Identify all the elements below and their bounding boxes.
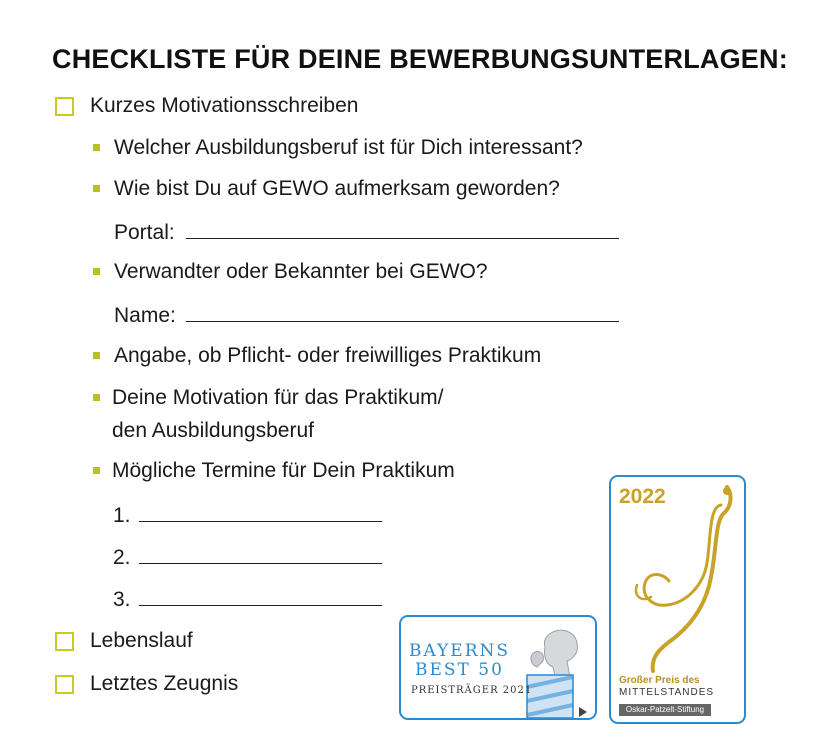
question-termine: Mögliche Termine für Dein Praktikum [112, 459, 455, 482]
term-number-1: 1. [113, 504, 131, 527]
award-year: 2022 [619, 485, 666, 508]
checkbox-zeugnis[interactable] [55, 675, 74, 694]
term-input-line-1[interactable] [139, 521, 382, 522]
question-aufmerksam: Wie bist Du auf GEWO aufmerksam geworden? [114, 177, 560, 200]
award-title-line1: Großer Preis des [619, 675, 700, 686]
item-motivation: Kurzes Motivationsschreiben [90, 94, 359, 117]
checkbox-lebenslauf[interactable] [55, 632, 74, 651]
bullet-icon [93, 394, 100, 401]
grosser-preis-badge [609, 475, 746, 724]
bullet-icon [93, 185, 100, 192]
question-verwandter: Verwandter oder Bekannter bei GEWO? [114, 260, 488, 283]
bayerns-best-50-badge [399, 615, 597, 720]
lion-statue-icon [513, 623, 593, 718]
bayerns-title-line2: BEST 50 [415, 660, 504, 680]
checkbox-motivation[interactable] [55, 97, 74, 116]
question-beruf: Welcher Ausbildungsberuf ist für Dich interessant? [114, 136, 583, 159]
award-foundation: Oskar-Patzelt-Stiftung [619, 704, 711, 716]
name-label: Name: [114, 304, 176, 327]
question-praktikum-art: Angabe, ob Pflicht- oder freiwilliges Praktikum [114, 344, 542, 367]
term-number-2: 2. [113, 546, 131, 569]
award-figure-icon [611, 477, 744, 673]
question-motivation-line1: Deine Motivation für das Praktikum/ [112, 386, 444, 409]
item-lebenslauf: Lebenslauf [90, 629, 193, 652]
bullet-icon [93, 268, 100, 275]
bullet-icon [93, 467, 100, 474]
portal-input-line[interactable] [186, 238, 619, 239]
bayerns-subtitle: PREISTRÄGER 2021 [411, 685, 533, 696]
bayerns-title-line1: BAYERNS [409, 641, 511, 661]
award-title-line2: MITTELSTANDES [619, 687, 715, 698]
bullet-icon [93, 144, 100, 151]
portal-label: Portal: [114, 221, 175, 244]
bullet-icon [93, 352, 100, 359]
term-input-line-3[interactable] [139, 605, 382, 606]
question-motivation-line2: den Ausbildungsberuf [112, 419, 314, 442]
term-input-line-2[interactable] [139, 563, 382, 564]
item-zeugnis: Letztes Zeugnis [90, 672, 239, 695]
term-number-3: 3. [113, 588, 131, 611]
page-title: CHECKLISTE FÜR DEINE BEWERBUNGSUNTERLAGEN: [52, 44, 788, 74]
name-input-line[interactable] [186, 321, 619, 322]
